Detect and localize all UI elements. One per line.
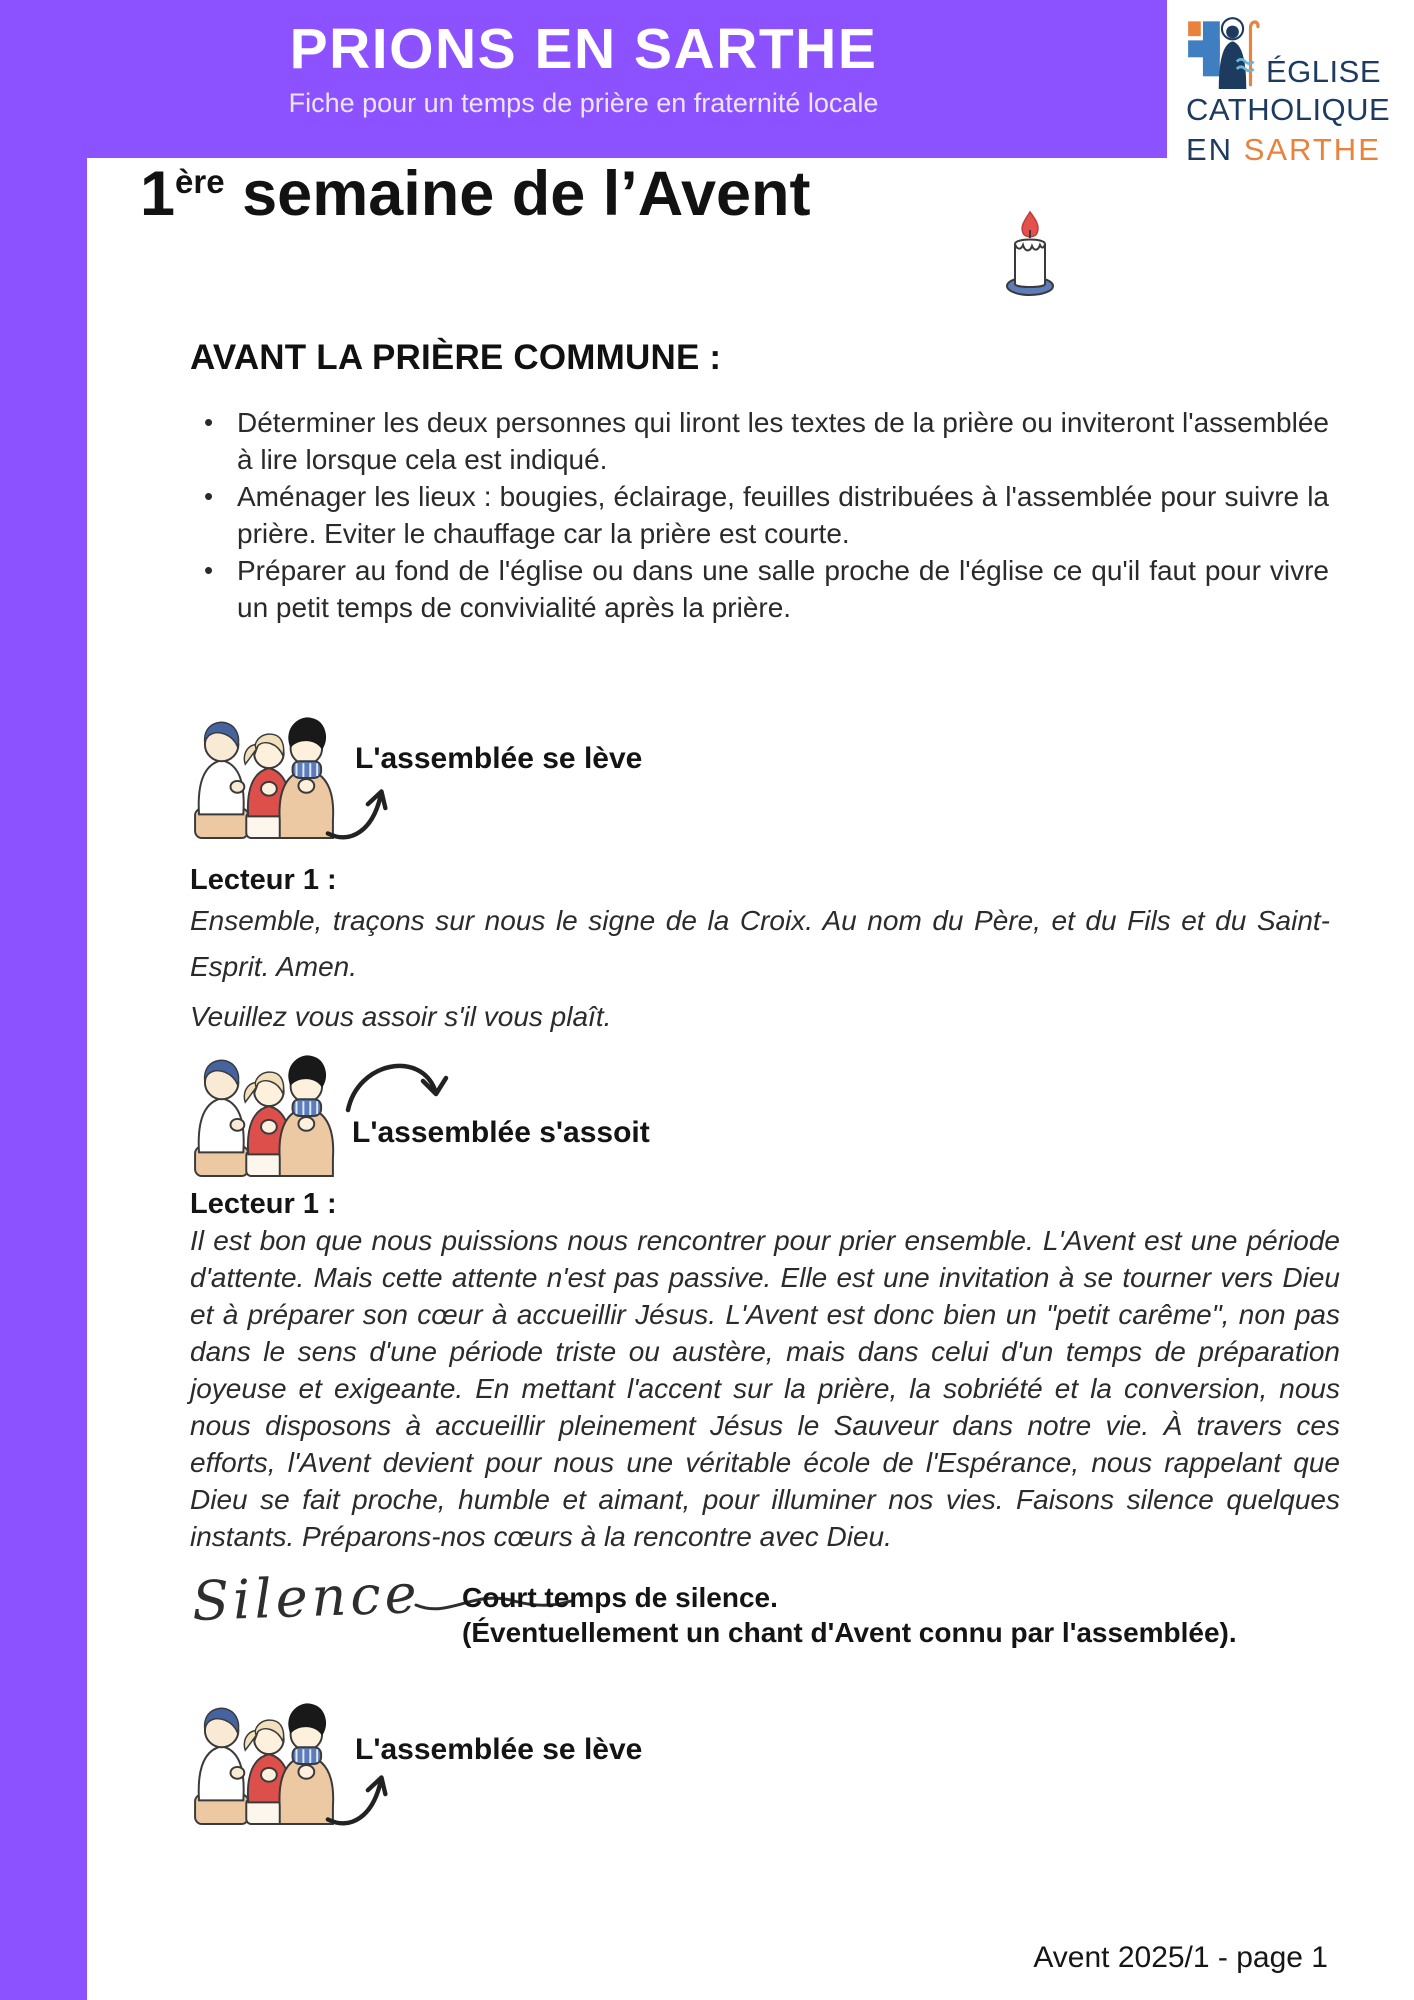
logo-text-en-sarthe: EN SARTHE	[1186, 132, 1381, 167]
reader-label: Lecteur 1 :	[190, 864, 337, 896]
logo-text-catholique: CATHOLIQUE	[1186, 92, 1391, 127]
preparation-list	[237, 404, 1329, 626]
list-item: • Déterminer les deux personnes qui liront les textes de la prière ou inviteront l'assemblée à lire lorsque cela est indiqué.	[237, 404, 1329, 478]
reader-label: Lecteur 1 :	[190, 1188, 337, 1220]
step-label-stand: L'assemblée se lève	[355, 742, 643, 775]
section-heading: AVANT LA PRIÈRE COMMUNE :	[190, 338, 722, 377]
reader-text: Ensemble, traçons sur nous le signe de la Croix. Au nom du Père, et du Fils et du Saint-Esprit. Amen.	[190, 905, 1330, 982]
praying-people-icon	[185, 1050, 343, 1178]
praying-people-icon	[185, 1698, 343, 1826]
silence-instructions: Court temps de silence. (Éventuellement un chant d'Avent connu par l'assemblée).	[462, 1582, 1237, 1648]
candle-icon	[1000, 204, 1060, 298]
app-subtitle: Fiche pour un temps de prière en fraternité locale	[288, 88, 879, 118]
sit-request-text: Veuillez vous assoir s'il vous plaît.	[190, 1001, 612, 1032]
meditation-text: Il est bon que nous puissions nous rencontrer pour prier ensemble. L'Avent est une période d'attente. Mais cette attente n'est pas passive. Elle est une invitation à se tourner vers Dieu et à préparer son cœur à accueillir Jésus. L'Avent est donc bien un "petit carême", non pas dans le sens d'une période triste ou austère, mais dans celui d'un temps de préparation joyeuse et exigeante. En mettant l'accent sur la prière, la sobriété et la conversion, nous nous disposons à accueillir pleinement Jésus le Sauveur dans notre vie. À travers ces efforts, l'Avent devient pour nous une véritable école de l'Espérance, nous rappelant que Dieu se fait proche, humble et aimant, pour illuminer nos vies. Faisons silence quelques instants. Préparons-nos cœurs à la rencontre avec Dieu.	[190, 1225, 1340, 1552]
silence-script: Silence	[192, 1566, 574, 1629]
arrow-up-icon	[322, 1758, 400, 1836]
list-item: • Préparer au fond de l'église ou dans une salle proche de l'église ce qu'il faut pour vivre un petit temps de convivialité après la prière.	[237, 552, 1329, 626]
diocese-logo-icon	[1186, 14, 1260, 90]
page-purple-border	[0, 0, 87, 2000]
page-title: 1ère semaine de l’Avent	[140, 159, 811, 229]
logo-text-eglise: ÉGLISE	[1266, 54, 1381, 89]
page-footer: Avent 2025/1 - page 1	[1033, 1941, 1328, 1974]
app-title: PRIONS EN SARTHE	[289, 17, 878, 81]
step-label-sit: L'assemblée s'assoit	[352, 1116, 650, 1149]
arrow-up-icon	[322, 772, 400, 850]
diocese-logo	[1186, 14, 1401, 168]
list-item: • Aménager les lieux : bougies, éclairage, feuilles distribuées à l'assemblée pour suivre la prière. Eviter le chauffage car la prière est courte.	[237, 478, 1329, 552]
header-banner	[0, 0, 1167, 158]
praying-people-icon	[185, 712, 343, 840]
step-label-stand: L'assemblée se lève	[355, 1733, 643, 1766]
